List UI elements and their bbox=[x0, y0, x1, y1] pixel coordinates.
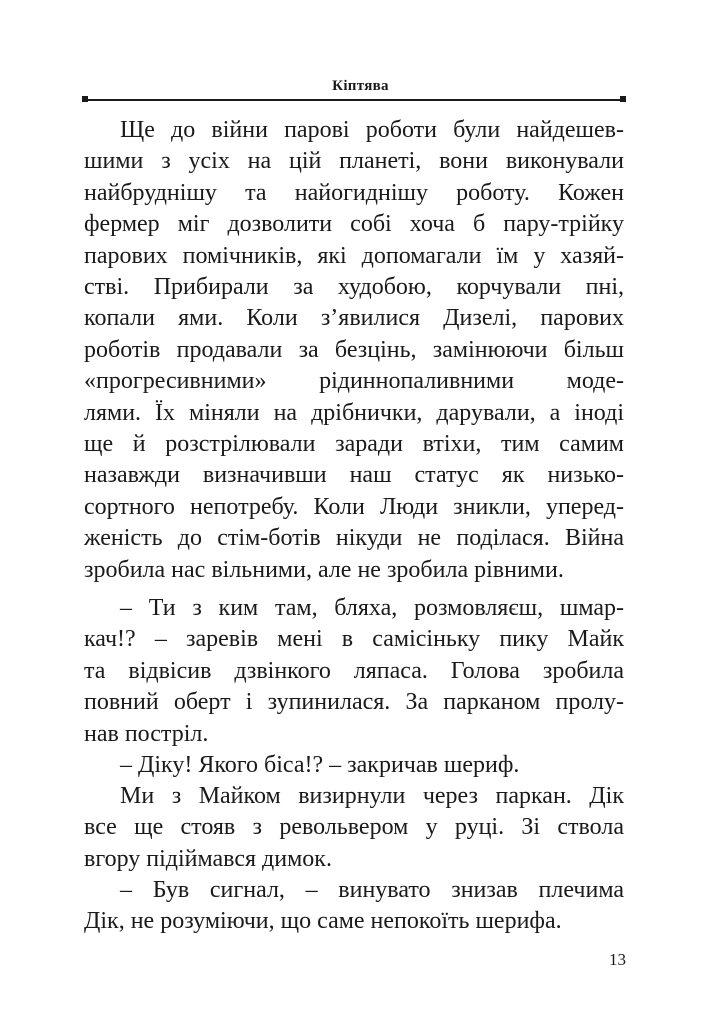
text-line: найбруднішу та найогиднішу роботу. Кожен bbox=[84, 179, 624, 206]
text-line: назавжди визначивши наш статус як низько- bbox=[84, 462, 624, 489]
header-rule bbox=[84, 99, 624, 101]
text-line: парових помічників, які допомагали їм у хазяй- bbox=[84, 242, 624, 269]
text-line: – Діку! Якого біса!? – закричав шериф. bbox=[120, 752, 520, 778]
paragraph-2 bbox=[84, 593, 624, 750]
page-number: 13 bbox=[609, 950, 626, 969]
text-line: копали ями. Коли з’явилися Дизелі, парових bbox=[84, 305, 624, 332]
text-line: зробила нас вільними, але не зробила рівними. bbox=[84, 556, 564, 583]
text-line: та відвісив дзвінкого ляпаса. Голова зробила bbox=[84, 657, 624, 684]
text-line: сортного непотребу. Коли Люди зникли, уперед- bbox=[84, 493, 624, 520]
running-header-title: Кіптява bbox=[332, 78, 389, 94]
text-line: вгору підіймався димок. bbox=[84, 845, 332, 872]
text-line: Ми з Майком визирнули через паркан. Дік bbox=[120, 783, 624, 809]
text-line: повний оберт і зупинилася. За парканом пролу- bbox=[84, 689, 624, 716]
text-line: – Ти з ким там, бляха, розмовляєш, шмар- bbox=[120, 595, 624, 621]
text-line: лями. Їх міняли на дрібнички, дарували, а іноді bbox=[84, 399, 624, 426]
text-line: «прогресивними» рідиннопаливними моде- bbox=[84, 368, 624, 395]
text-line: – Був сигнал, – винувато знизав плечима bbox=[120, 877, 624, 903]
paragraph-5 bbox=[84, 875, 624, 938]
text-line: Дік, не розуміючи, що саме непокоїть шерифа. bbox=[84, 908, 562, 935]
paragraph-4 bbox=[84, 781, 624, 875]
text-line: стві. Прибирали за худобою, корчували пні, bbox=[84, 274, 624, 301]
text-line: ще й розстрілювали заради втіхи, тим самим bbox=[84, 431, 624, 458]
text-line: роботів продавали за безцінь, замінюючи більш bbox=[84, 336, 624, 363]
paragraph-1 bbox=[84, 115, 624, 586]
text-line: нав постріл. bbox=[84, 720, 209, 747]
text-line: все ще стояв з револьвером у руці. Зі ствола bbox=[84, 814, 624, 841]
paragraph-3 bbox=[84, 750, 624, 781]
text-line: кач!? – заревів мені в самісіньку пику Майк bbox=[84, 626, 624, 653]
text-line: фермер міг дозволити собі хоча б пару-трійку bbox=[84, 211, 624, 238]
text-line: Ще до війни парові роботи були найдешев- bbox=[120, 117, 624, 143]
header-rule-right-cap bbox=[620, 96, 626, 102]
text-line: женість до стім-ботів нікуди не поділася. Війна bbox=[84, 525, 624, 552]
text-line: шими з усіх на цій планеті, вони виконували bbox=[84, 148, 624, 175]
